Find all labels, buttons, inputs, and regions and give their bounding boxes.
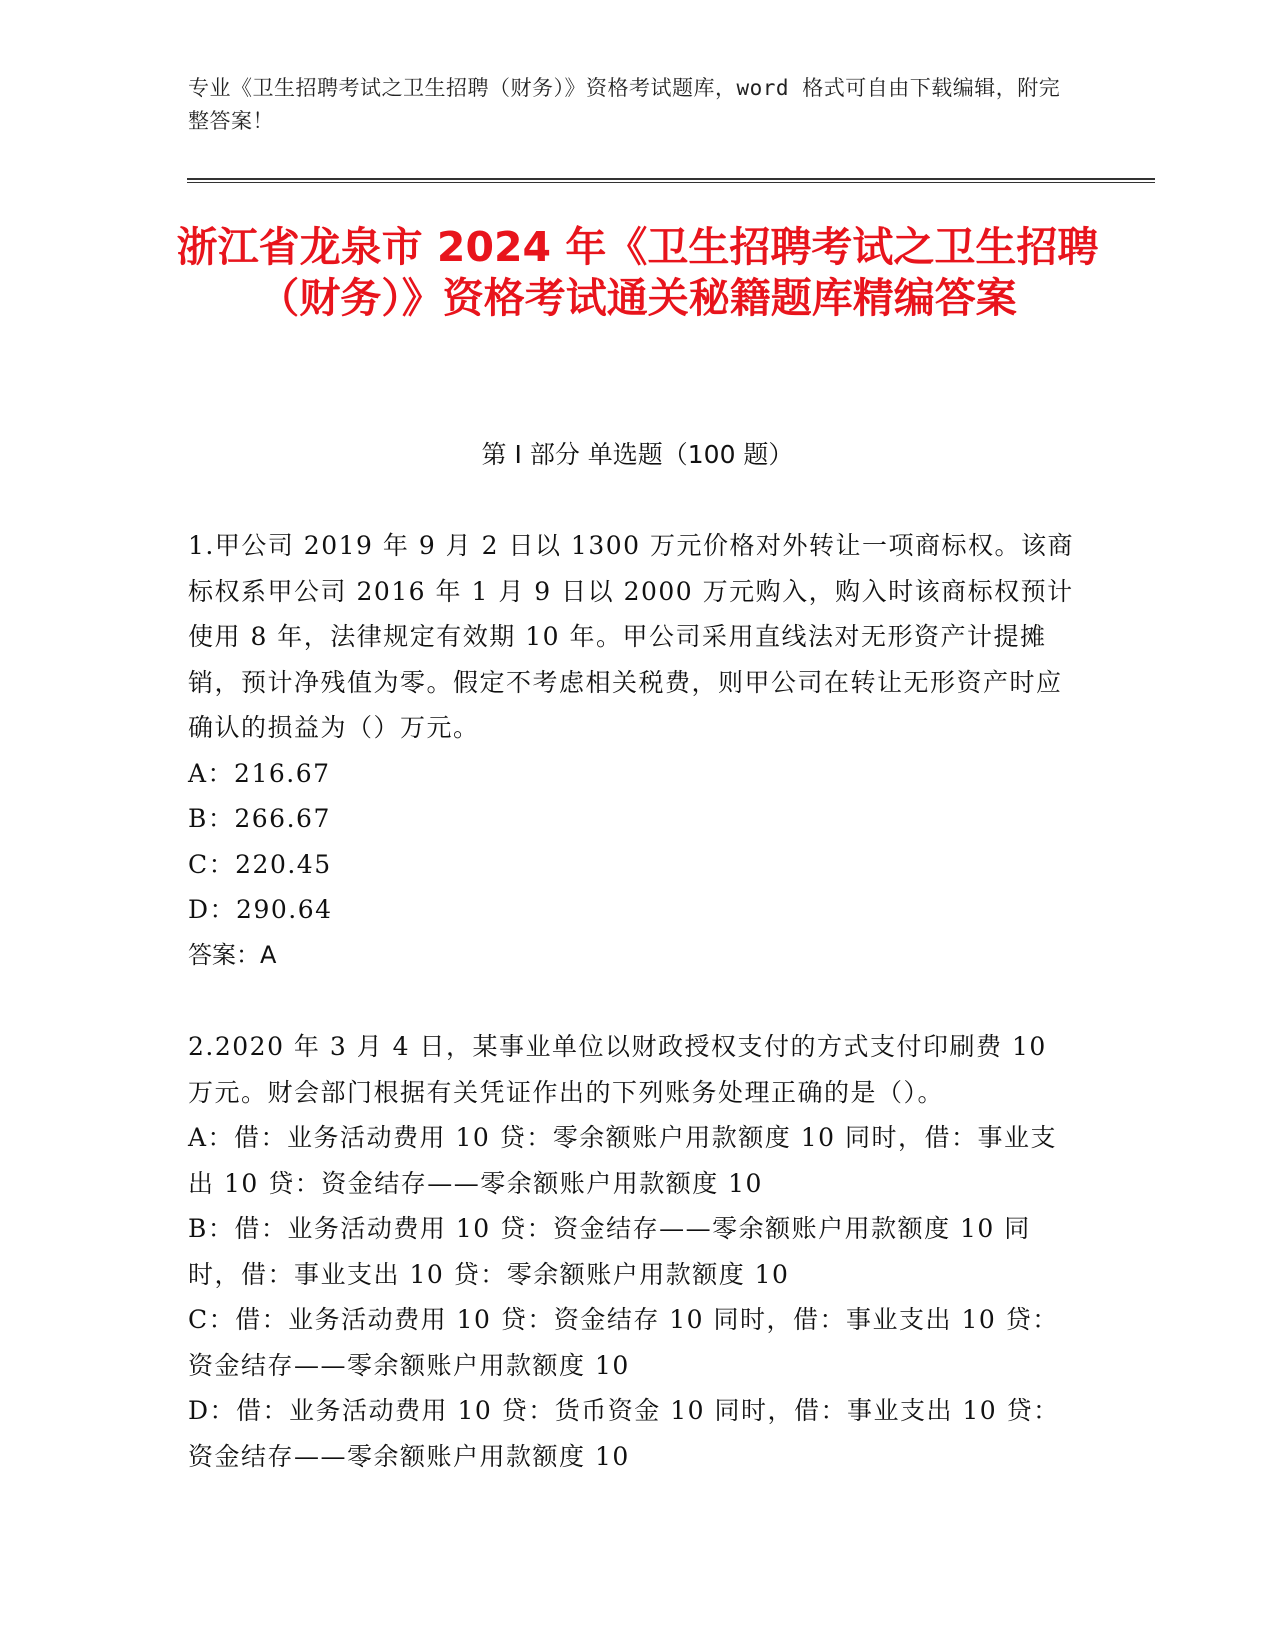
option-c: C：借：业务活动费用 10 贷：资金结存 10 同时，借：事业支出 10 贷：资金结存——零余额账户用款额度 10 xyxy=(188,1305,1059,1380)
answer-label: 答案：A xyxy=(188,940,277,969)
option-d: D：借：业务活动费用 10 贷：货币资金 10 同时，借：事业支出 10 贷：资金结存——零余额账户用款额度 10 xyxy=(188,1396,1060,1471)
section-heading: 第 I 部分 单选题（100 题） xyxy=(481,440,794,469)
question-1 xyxy=(188,523,1078,978)
option-b: B：借：业务活动费用 10 贷：资金结存——零余额账户用款额度 10 同时，借：事业支出 10 贷：零余额账户用款额度 10 xyxy=(188,1214,1031,1289)
question-2 xyxy=(188,1024,1078,1479)
option-d: D：290.64 xyxy=(188,895,333,924)
document-title: 浙江省龙泉市 2024 年《卫生招聘考试之卫生招聘（财务）》资格考试通关秘籍题库精编答案 xyxy=(176,223,1099,322)
option-a: A：借：业务活动费用 10 贷：零余额账户用款额度 10 同时，借：事业支出 10 贷：资金结存——零余额账户用款额度 10 xyxy=(188,1123,1057,1198)
header-note: 专业《卫生招聘考试之卫生招聘（财务）》资格考试题库，word 格式可自由下载编辑，附完整答案！ xyxy=(188,76,1061,133)
option-b: B：266.67 xyxy=(188,804,331,833)
option-a: A：216.67 xyxy=(188,758,331,788)
header-divider-thick xyxy=(187,178,1155,180)
question-stem: 1.甲公司 2019 年 9 月 2 日以 1300 万元价格对外转让一项商标权。该商标权系甲公司 2016 年 1 月 9 日以 2000 万元购入，购入时该商标权预计使用 8 年，法律规定有效期 10 年。甲公司采用直线法对无形资产计提摊销，预计净残值为零。假定不考虑相关税费，则甲公司在转让无形资产时应确认的损益为（）万元。 xyxy=(188,531,1074,742)
option-c: C：220.45 xyxy=(188,849,332,879)
header-divider-thin xyxy=(187,182,1155,183)
question-stem: 2.2020 年 3 月 4 日，某事业单位以财政授权支付的方式支付印刷费 10 万元。财会部门根据有关凭证作出的下列账务处理正确的是（）。 xyxy=(188,1032,1047,1107)
